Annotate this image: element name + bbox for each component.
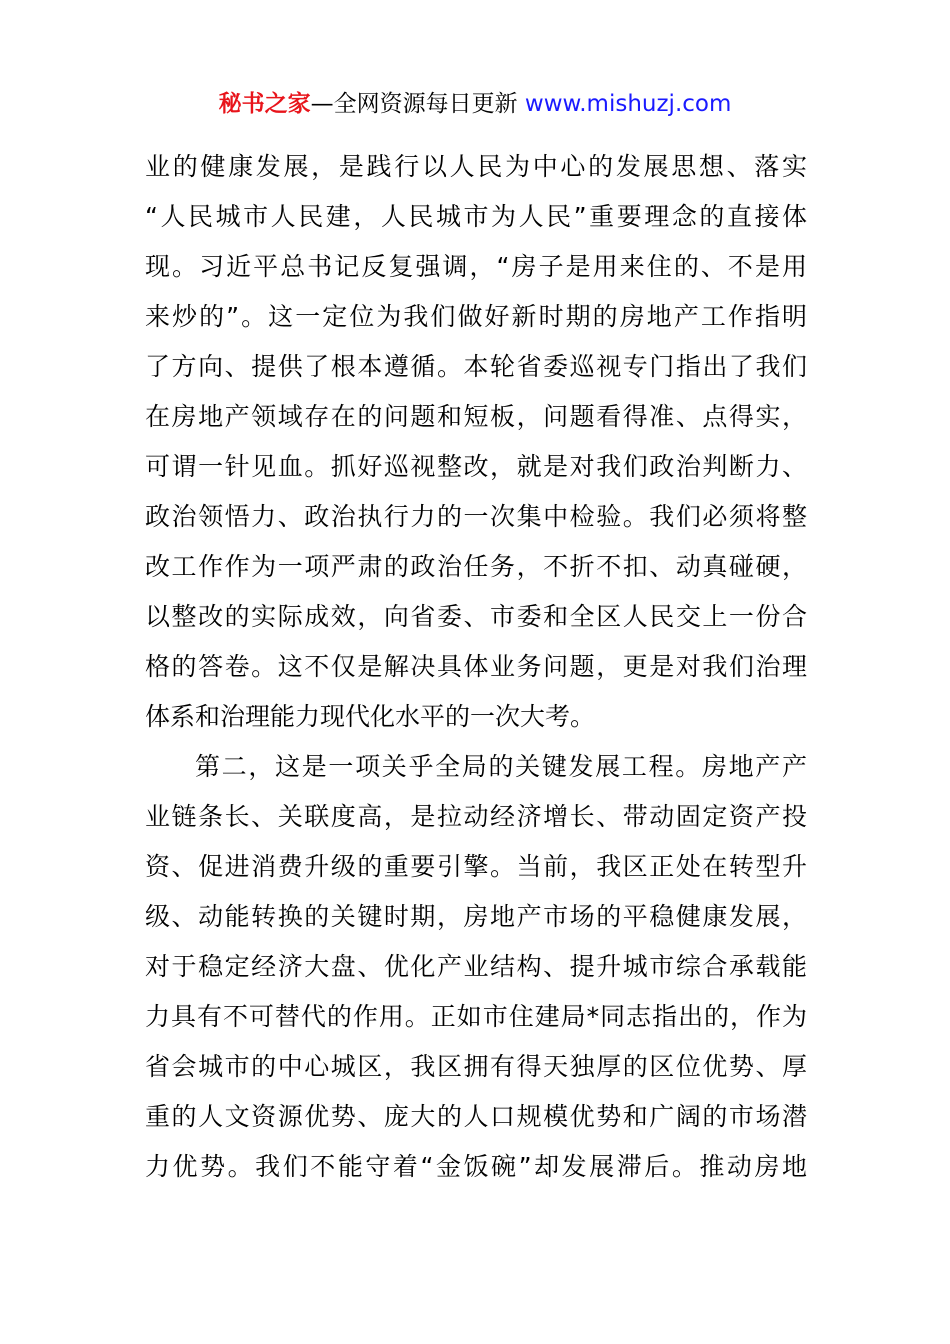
text-line: 对于稳定经济大盘、优化产业结构、提升城市综合承载能 [145,952,807,981]
text-line: 现。习近平总书记反复强调，“房子是用来住的、不是用 [145,252,807,281]
text-line: 以整改的实际成效，向省委、市委和全区人民交上一份合 [145,602,807,631]
text-line: 来炒的”。这一定位为我们做好新时期的房地产工作指明 [145,302,807,331]
text-line: 改工作作为一项严肃的政治任务，不折不扣、动真碰硬， [145,552,807,581]
text-line: 业的健康发展，是践行以人民为中心的发展思想、落实 [145,152,807,181]
brand-name: 秘书之家 [218,91,311,117]
text-line: 体系和治理能力现代化水平的一次大考。 [145,702,596,731]
page-header [0,88,950,120]
text-line: 格的答卷。这不仅是解决具体业务问题，更是对我们治理 [145,652,807,681]
header-tagline: —全网资源每日更新 [310,91,525,117]
site-url-link[interactable]: www.mishuzj.com [524,91,732,117]
text-line: 业链条长、关联度高，是拉动经济增长、带动固定资产投 [145,802,807,831]
text-line: 可谓一针见血。抓好巡视整改，就是对我们政治判断力、 [145,452,807,481]
paragraph-2 [145,742,807,1192]
text-line: 级、动能转换的关键时期，房地产市场的平稳健康发展， [145,902,807,931]
text-line: 在房地产领域存在的问题和短板，问题看得准、点得实， [145,402,807,431]
text-line: 资、促进消费升级的重要引擎。当前，我区正处在转型升 [145,852,807,881]
text-line: 力具有不可替代的作用。正如市住建局*同志指出的，作为 [145,1002,807,1031]
text-line: 了方向、提供了根本遵循。本轮省委巡视专门指出了我们 [145,352,807,381]
text-line: “人民城市人民建，人民城市为人民”重要理念的直接体 [145,202,807,231]
text-line: 政治领悟力、政治执行力的一次集中检验。我们必须将整 [145,502,807,531]
text-line: 第二，这是一项关乎全局的关键发展工程。房地产产 [195,752,807,781]
text-line: 重的人文资源优势、庞大的人口规模优势和广阔的市场潜 [145,1102,807,1131]
text-line: 省会城市的中心城区，我区拥有得天独厚的区位优势、厚 [145,1052,807,1081]
text-line: 力优势。我们不能守着“金饭碗”却发展滞后。推动房地 [145,1152,807,1181]
paragraph-1 [145,142,807,742]
document-body [145,142,807,1192]
